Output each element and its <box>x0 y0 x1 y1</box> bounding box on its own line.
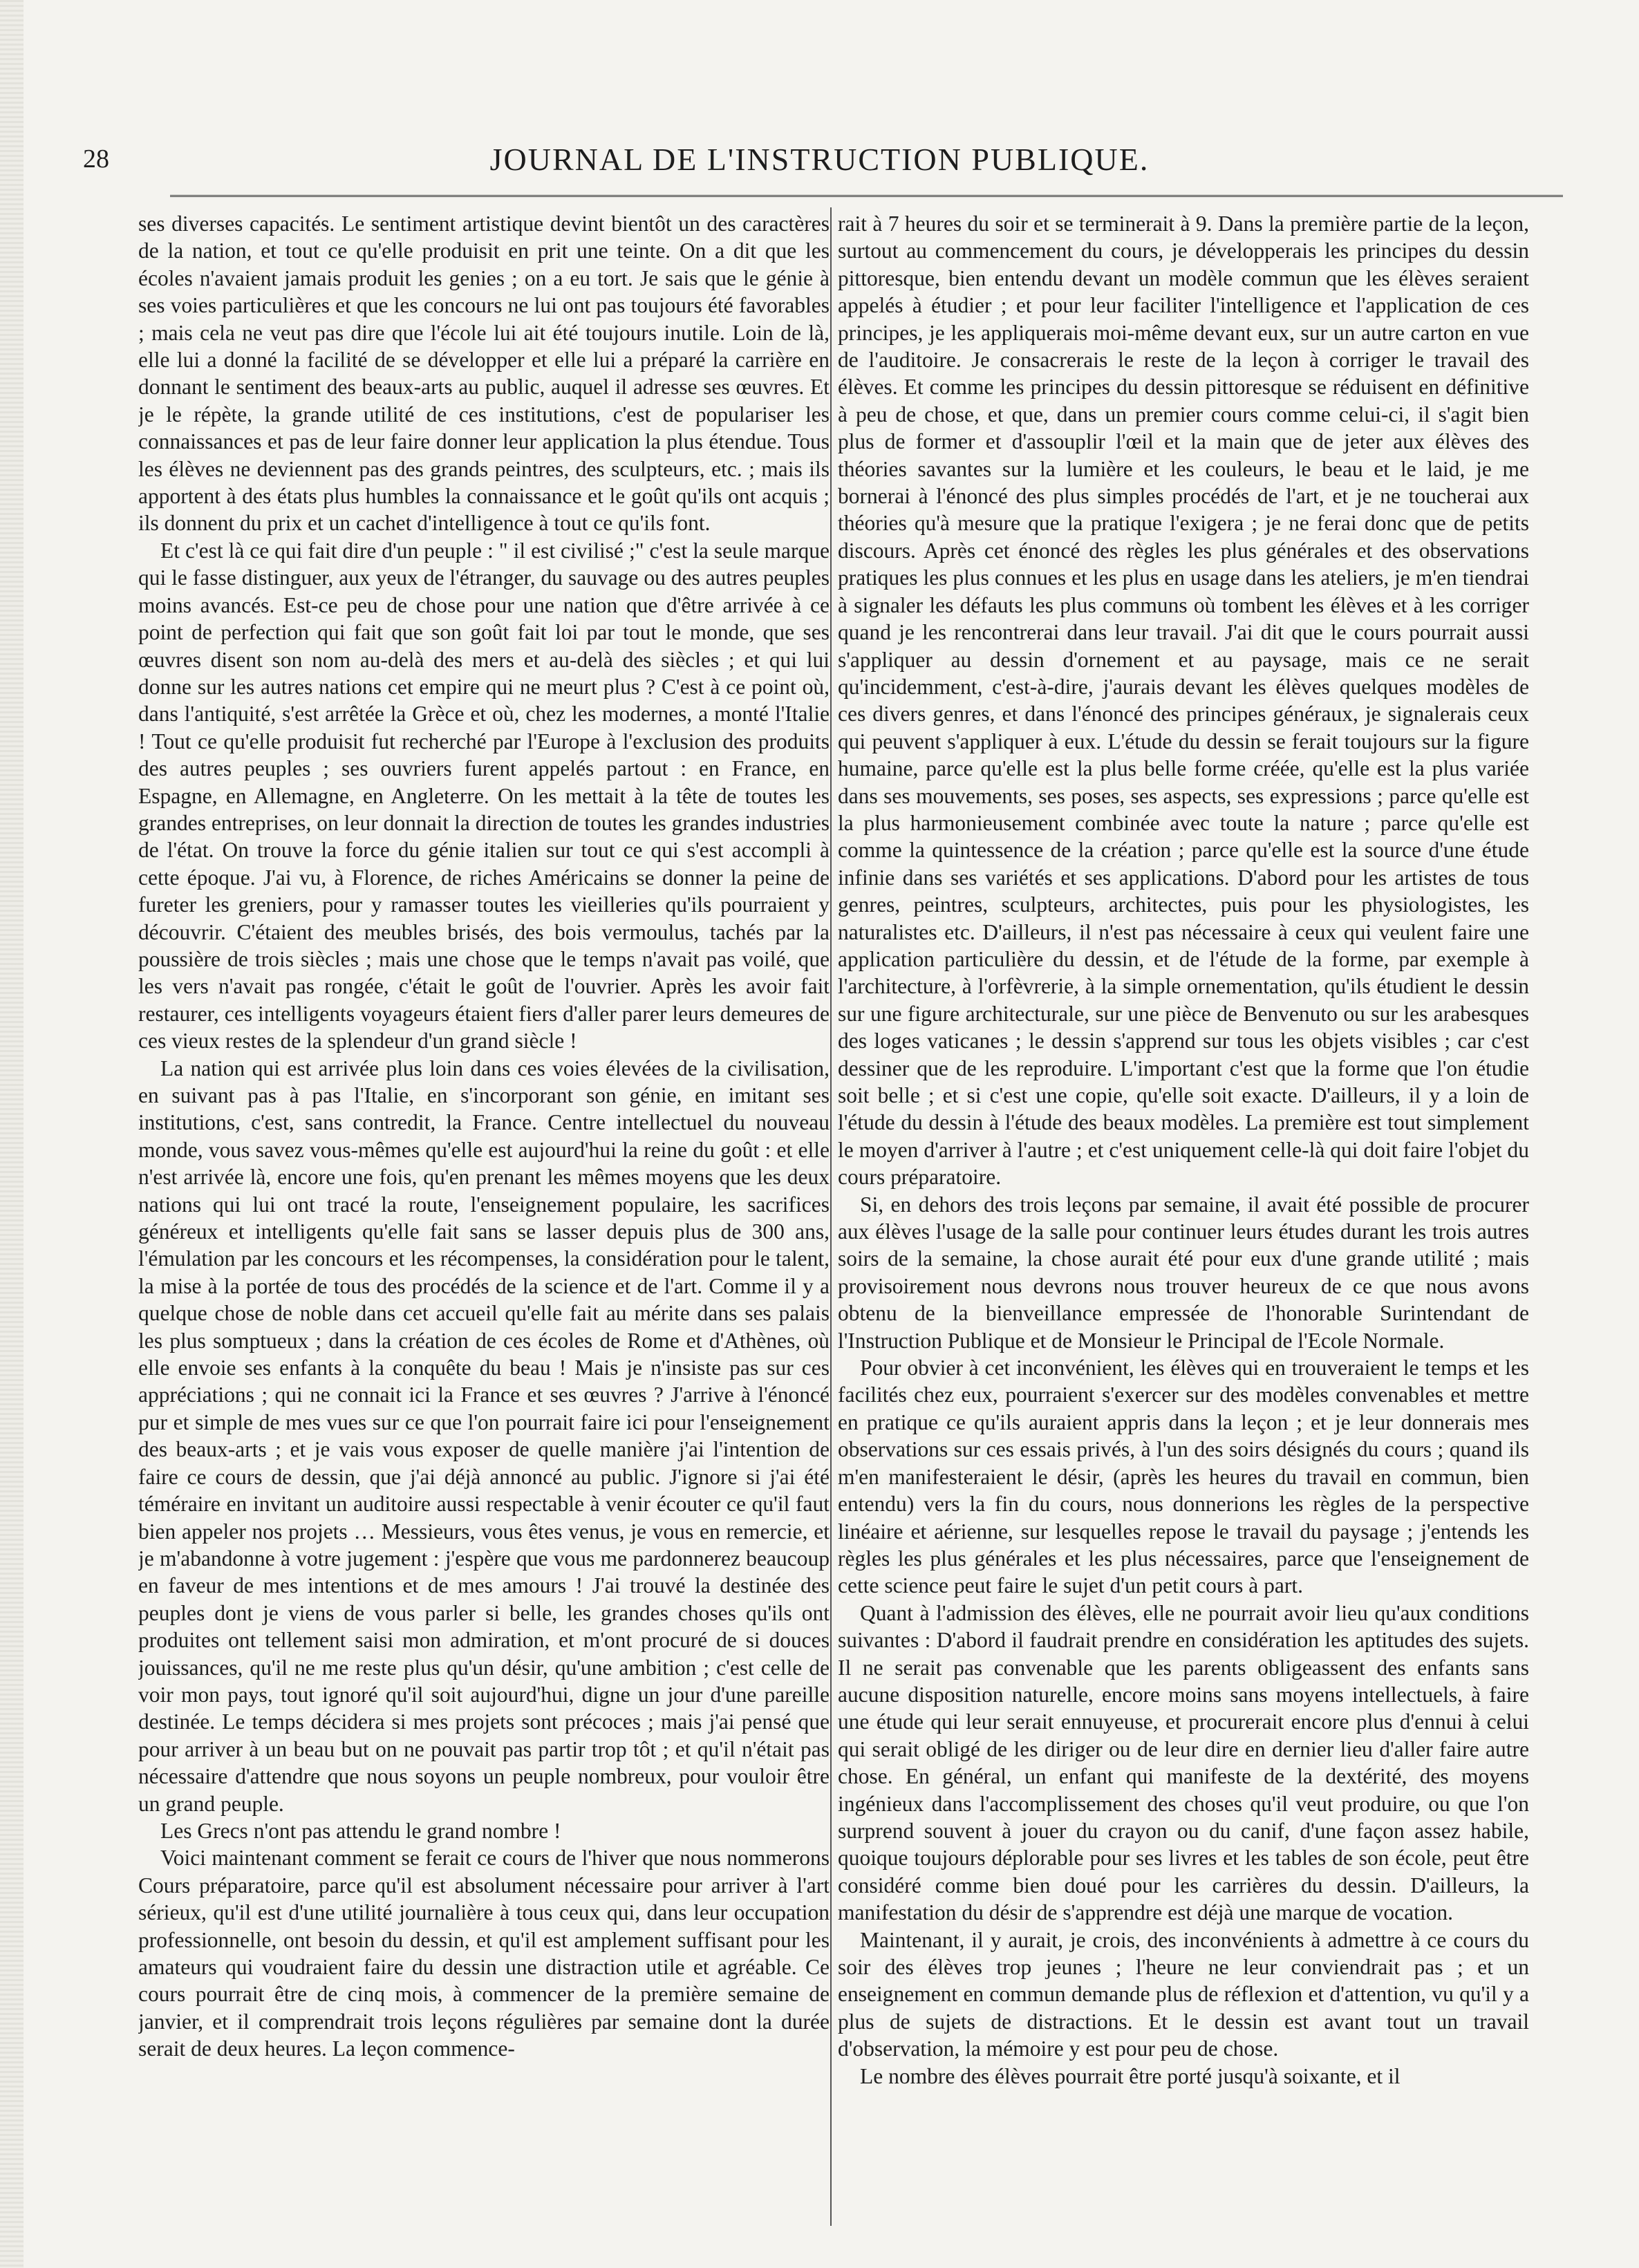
header-rule <box>170 195 1563 201</box>
left-paragraph-4: Les Grecs n'ont pas attendu le grand nombre ! <box>160 1818 561 1843</box>
right-paragraph-4: Quant à l'admission des élèves, elle ne pourrait avoir lieu qu'aux conditions suivantes : D'abord il faudrait prendre en considération les aptitudes des sujets. Il ne serait pas convenable que les parents obligeassent des enfants sans aucune disposition naturelle, encore moins sans moyens intellectuels, à faire une étude qui leur serait ennuyeuse, et procurerait encore plus d'ennui à celui qui serait obligé de les diriger ou de leur dire en dernier lieu d'aller faire autre chose. En général, un enfant qui manifeste de la dextérité, des moyens ingénieux dans l'accomplissement des choses qu'il veut produire, ou que l'on surprend souvent à jouer du crayon ou du canif, d'une façon assez habile, quoique toujours déplorable pour ses livres et les tables de son école, peut être considéré comme bien doué pour les carrières du dessin. D'ailleurs, la manifestation du désir de s'apprendre est déjà une marque de vocation. <box>838 1600 1529 1925</box>
scan-edge-noise <box>0 0 24 2268</box>
right-paragraph-6: Le nombre des élèves pourrait être porté jusqu'à soixante, et il <box>860 2063 1401 2088</box>
left-column <box>138 210 830 2215</box>
right-paragraph-3: Pour obvier à cet inconvénient, les élèves qui en trouveraient le temps et les facilités chez eux, pourraient s'exercer sur des modèles convenables et mettre en pratique ce qu'ils auraient appris dans la leçon ; et je leur donnerais mes observations sur ces essais privés, à l'un des soirs désignés du cours ; quand ils m'en manifesteraient le désir, (après les heures du travail en commun, bien entendu) vers la fin du cours, nous donnerions les règles de la perspective linéaire et aérienne, sur lesquelles repose le travail du paysage ; j'entends les règles les plus générales et les plus nécessaires, parce que l'enseignement de cette science peut faire le sujet d'un petit cours à part. <box>838 1356 1529 1598</box>
page-number: 28 <box>83 144 109 174</box>
right-paragraph-2: Si, en dehors des trois leçons par semaine, il avait été possible de procurer aux élèves l'usage de la salle pour continuer leurs études durant les trois autres soirs de la semaine, la chose aurait été pour eux d'une grande utilité ; mais provisoirement nous devrons nous trouver heureux de ce que nous avons obtenu de la bienveillance empressée de l'honorable Surintendant de l'Instruction Publique et de Monsieur le Principal de l'Ecole Normale. <box>838 1192 1529 1353</box>
left-paragraph-5: Voici maintenant comment se ferait ce cours de l'hiver que nous nommerons Cours préparatoire, parce qu'il est absolument nécessaire pour arriver à l'art sérieux, qu'il est d'une utilité journalière à tous ceux qui, dans leur occupation professionnelle, ont besoin du dessin, et qu'il est amplement suffisant pour les amateurs qui voudraient faire du dessin une distraction utile et agréable. Ce cours pourrait être de cinq mois, à commencer de la première semaine de janvier, et il comprendrait trois leçons régulières par semaine dont la durée serait de deux heures. La leçon commence- <box>138 1846 830 2061</box>
left-paragraph-3: La nation qui est arrivée plus loin dans ces voies élevées de la civilisation, en suivant pas à pas l'Italie, en s'incorporant son génie, en imitant ses institutions, c'est, sans contredit, la France. Centre intellectuel du nouveau monde, vous savez vous-mêmes qu'elle est aujourd'hui la reine du goût : et elle n'est arrivée là, encore une fois, qu'en prenant les mêmes moyens que les deux nations qui lui ont tracé la route, l'enseignement populaire, les sacrifices généreux et intelligents qu'elle fait sans se lasser depuis plus de 300 ans, l'émulation par les concours et les récompenses, la considération pour le talent, la mise à la portée de tous des procédés de la science et de l'art. Comme il y a quelque chose de noble dans cet accueil qu'elle fait au mérite dans ses palais les plus somptueux ; dans la création de ces écoles de Rome et d'Athènes, où elle envoie ses enfants à la conquête du beau ! Mais je n'insiste pas sur ces appréciations ; qui ne connait ici la France et ses œuvres ? J'arrive à l'énoncé pur et simple de mes vues sur ce que l'on pourrait faire ici pour l'enseignement des beaux-arts ; et je vais vous exposer de quelle manière j'ai l'intention de faire ce cours de dessin, que j'ai déjà annoncé au public. J'ignore si j'ai été téméraire en invitant un auditoire aussi respectable à venir écouter ce qu'il faut bien appeler nos projets … Messieurs, vous êtes venus, je vous en remercie, et je m'abandonne à votre jugement : j'espère que vous me pardonnerez beaucoup en faveur de mes intentions et de mes amours ! J'ai trouvé la destinée des peuples dont je viens de vous parler si belle, les grandes choses qu'ils ont produites ont tellement saisi mon admiration, et m'ont procuré de si douces jouissances, qu'il ne me reste plus qu'un désir, qu'une ambition ; c'est celle de voir mon pays, tout ignoré qu'il soit aujourd'hui, digne un jour d'une pareille destinée. Le temps décidera si mes projets sont précoces ; mais j'ai pensé que pour arriver à un beau but on ne pouvait pas partir trop tôt ; et qu'il n'était pas nécessaire d'attendre que nous soyons un peuple nombreux, pour vouloir être un grand peuple. <box>138 1056 830 1816</box>
column-divider <box>830 207 832 2226</box>
running-head: JOURNAL DE L'INSTRUCTION PUBLIQUE. <box>489 142 1150 177</box>
left-paragraph-1: ses diverses capacités. Le sentiment artistique devint bientôt un des caractères de la nation, et tout ce qu'elle produisit en prit une teinte. On a dit que les écoles n'avaient jamais produit les genies ; on a eu tort. Je sais que le génie à ses voies particulières et que les concours ne lui ont pas toujours été favorables ; mais cela ne veut pas dire que l'école lui ait été toujours inutile. Loin de là, elle lui a donné la facilité de se développer et elle lui a préparé la carrière en donnant le sentiment des beaux-arts au public, auquel il adresse ses œuvres. Et je le répète, la grande utilité de ces institutions, c'est de populariser les connaissances et pas de leur faire donner leur application la plus étendue. Tous les élèves ne deviennent pas des grands peintres, des sculpteurs, etc. ; mais ils apportent à des états plus humbles la connaissance et le goût qu'ils ont acquis ; ils donnent du prix et un cachet d'intelligence à tout ce qu'ils font. <box>138 212 830 536</box>
right-column <box>838 210 1529 2215</box>
right-paragraph-5: Maintenant, il y aurait, je crois, des inconvénients à admettre à ce cours du soir des élèves trop jeunes ; l'heure ne leur conviendrait pas ; et un enseignement en commun demande plus de réflexion et d'attention, vu qu'il y a plus de sujets de distractions. Et le dessin est avant tout un travail d'observation, la mémoire y est pour peu de chose. <box>838 1927 1529 2061</box>
right-paragraph-1: rait à 7 heures du soir et se terminerait à 9. Dans la première partie de la leçon, surtout au commencement du cours, je développerais les principes du dessin pittoresque, bien entendu devant un modèle commun que les élèves seraient appelés à étudier ; et pour leur faciliter l'intelligence et l'application de ces principes, je les appliquerais moi-même devant eux, sur un autre carton en vue de l'auditoire. Je consacrerais le reste de la leçon à corriger le travail des élèves. Et comme les principes du dessin pittoresque se réduisent en définitive à peu de chose, et que, dans un premier cours comme celui-ci, il s'agit bien plus de former et d'assouplir l'œil et la main que de jeter aux élèves des théories savantes sur la lumière et les couleurs, le beau et le laid, je me bornerai à l'énoncé des plus simples procédés de l'art, et je ne toucherai aux théories qu'à mesure que la pratique l'exigera ; je ne ferai donc que de petits discours. Après cet énoncé des règles les plus générales et des observations pratiques les plus connues et les plus en usage dans les ateliers, je m'en tiendrai à signaler les défauts les plus communs où tombent les élèves et à les corriger quand je les rencontrerai dans leur travail. J'ai dit que le cours pourrait aussi s'appliquer au dessin d'ornement et au paysage, mais ce ne serait qu'incidemment, c'est-à-dire, j'aurais devant les élèves quelques modèles de ces divers genres, et dans l'énoncé des principes généraux, je signalerais ceux qui peuvent s'appliquer à eux. L'étude du dessin se ferait toujours sur la figure humaine, parce qu'elle est la plus belle forme créée, qu'elle est la plus variée dans ses mouvements, ses poses, ses aspects, ses expressions ; parce qu'elle est la plus harmonieusement combinée avec toute la nature ; parce qu'elle est comme la quintessence de la création ; parce qu'elle est la source d'une étude infinie dans ses variétés et ses applications. D'abord pour les artistes de tous genres, peintres, sculpteurs, architectes, puis pour les physiologistes, les naturalistes etc. D'ailleurs, il n'est pas nécessaire à ceux qui veulent faire une application particulière du dessin, et de l'étude de la forme, par exemple à l'architecture, à l'orfèvrerie, à la simple ornementation, qu'ils étudient le dessin sur une figure architecturale, sur une pièce de Benvenuto ou sur les arabesques des loges vaticanes ; le dessin s'apprend sur tous les objets visibles ; car c'est dessiner que de les reproduire. L'important c'est que la forme que l'on étudie soit belle ; et si c'est une copie, qu'elle soit exacte. D'ailleurs, il y a loin de l'étude du dessin à l'étude des beaux modèles. La première est tout simplement le moyen d'arriver à l'autre ; et c'est uniquement celle-là qui doit faire l'objet du cours préparatoire. <box>838 212 1529 1190</box>
left-paragraph-2: Et c'est là ce qui fait dire d'un peuple : " il est civilisé ;" c'est la seule marque qui le fasse distinguer, aux yeux de l'étranger, du sauvage ou des autres peuples moins avancés. Est-ce peu de chose pour une nation que d'être arrivée à ce point de perfection qui fait que son goût fait loi par tout le monde, que ses œuvres disent son nom au-delà des mers et au-delà des siècles ; et qui lui donne sur les autres nations cet empire qui ne meurt plus ? C'est à ce point où, dans l'antiquité, s'est arrêtée la Grèce et où, chez les modernes, a monté l'Italie ! Tout ce qu'elle produisit fut recherché par l'Europe à l'exclusion des produits des autres peuples ; ses ouvriers furent appelés partout : en France, en Espagne, en Allemagne, en Angleterre. On les mettait à la tête de toutes les grandes entreprises, on leur donnait la direction de toutes les grandes industries de l'état. On trouve la force du génie italien sur tout ce qui s'est accompli à cette époque. J'ai vu, à Florence, de riches Américains se donner la peine de fureter les greniers, pour y ramasser toutes les vieilleries qu'ils pourraient y découvrir. C'étaient des meubles brisés, des bois vermoulus, tachés par la poussière de trois siècles ; mais une chose que le temps n'avait pas voilé, que les vers n'avait pas rongée, c'était le goût de l'ouvrier. Après les avoir fait restaurer, ces intelligents voyageurs étaient fiers d'aller parer leurs demeures de ces vieux restes de la splendeur d'un grand siècle ! <box>138 538 830 1053</box>
